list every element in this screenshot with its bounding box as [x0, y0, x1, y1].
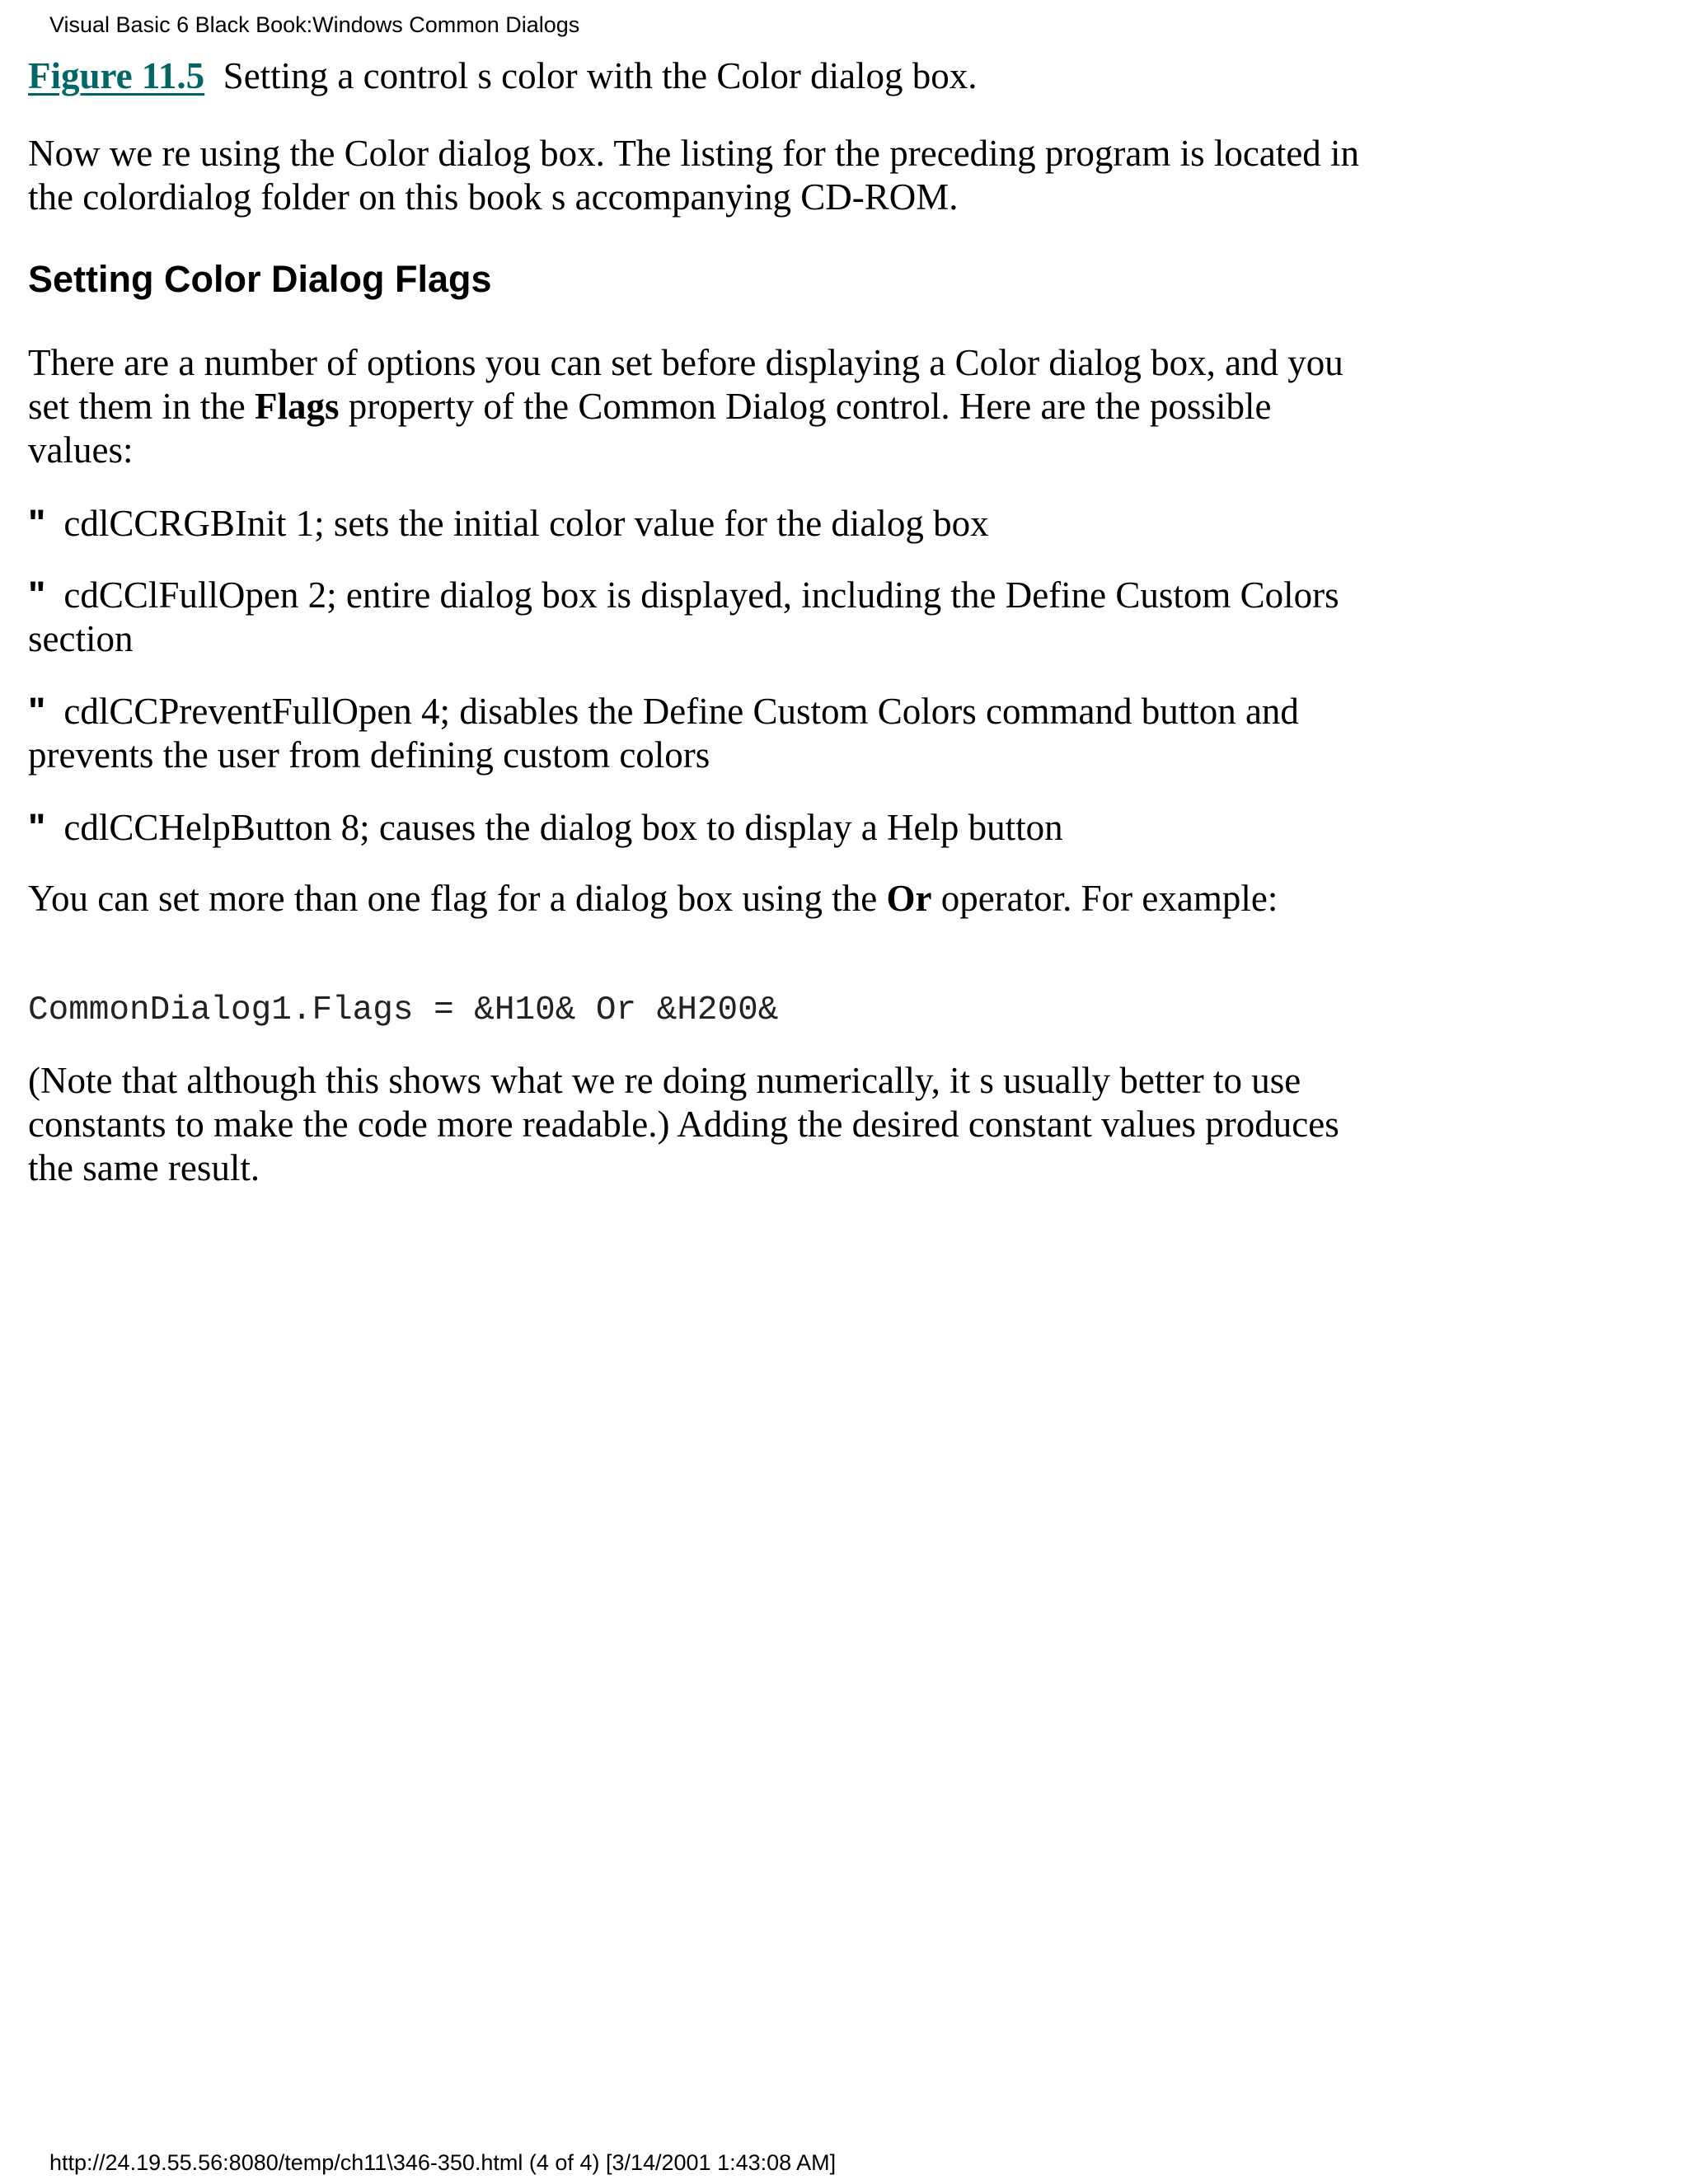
bullet-text: cdlCCHelpButton 8; causes the dialog box to display a Help button [63, 807, 1063, 848]
list-item [28, 805, 1380, 850]
figure-caption-text: Setting a control s color with the Color dialog box. [223, 55, 978, 96]
section-heading: Setting Color Dialog Flags [28, 258, 492, 300]
bullet-text: cdlCCPreventFullOpen 4; disables the Define Custom Colors command button and prevents the user from defining custom colors [28, 691, 1299, 776]
intro-paragraph: Now we re using the Color dialog box. The listing for the preceding program is located in the colordialog folder on this book s accompanying CD-ROM. [28, 133, 1360, 218]
bullet-mark: " [28, 806, 46, 848]
flags-text-after: property of the Common Dialog control. Here are the possible values: [28, 386, 1272, 471]
page-header: Visual Basic 6 Black Book:Windows Common Dialogs [49, 12, 580, 37]
bullet-text: cdCClFullOpen 2; entire dialog box is displayed, including the Define Custom Colors section [28, 574, 1339, 659]
or-paragraph [28, 877, 1380, 921]
flags-paragraph [28, 341, 1380, 472]
figure-link[interactable]: Figure 11.5 [28, 55, 205, 96]
page-footer: http://24.19.55.56:8080/temp/ch11\346-350.html (4 of 4) [3/14/2001 1:43:08 AM] [49, 2150, 837, 2175]
list-item [28, 689, 1380, 777]
bullet-text: cdlCCRGBInit 1; sets the initial color value for the dialog box [63, 503, 989, 544]
list-item [28, 573, 1380, 661]
bullet-mark: " [28, 690, 46, 732]
flags-keyword: Flags [254, 386, 340, 427]
or-text-before: You can set more than one flag for a dialog box using the [28, 878, 887, 919]
bullet-mark: " [28, 502, 46, 544]
or-keyword: Or [886, 878, 932, 919]
figure-caption [28, 54, 1380, 98]
note-paragraph: (Note that although this shows what we re doing numerically, it s usually better to use constants to make the code more readable.) Adding the desired constant values produces the same result. [28, 1060, 1339, 1188]
list-item [28, 501, 1380, 546]
bullet-mark: " [28, 574, 46, 616]
code-sample: CommonDialog1.Flags = &H10& Or &H200& [28, 991, 779, 1029]
flags-text-before: There are a number of options you can set before displaying a Color dialog box, and you set them in the [28, 342, 1343, 427]
or-text-after: operator. For example: [931, 878, 1278, 919]
